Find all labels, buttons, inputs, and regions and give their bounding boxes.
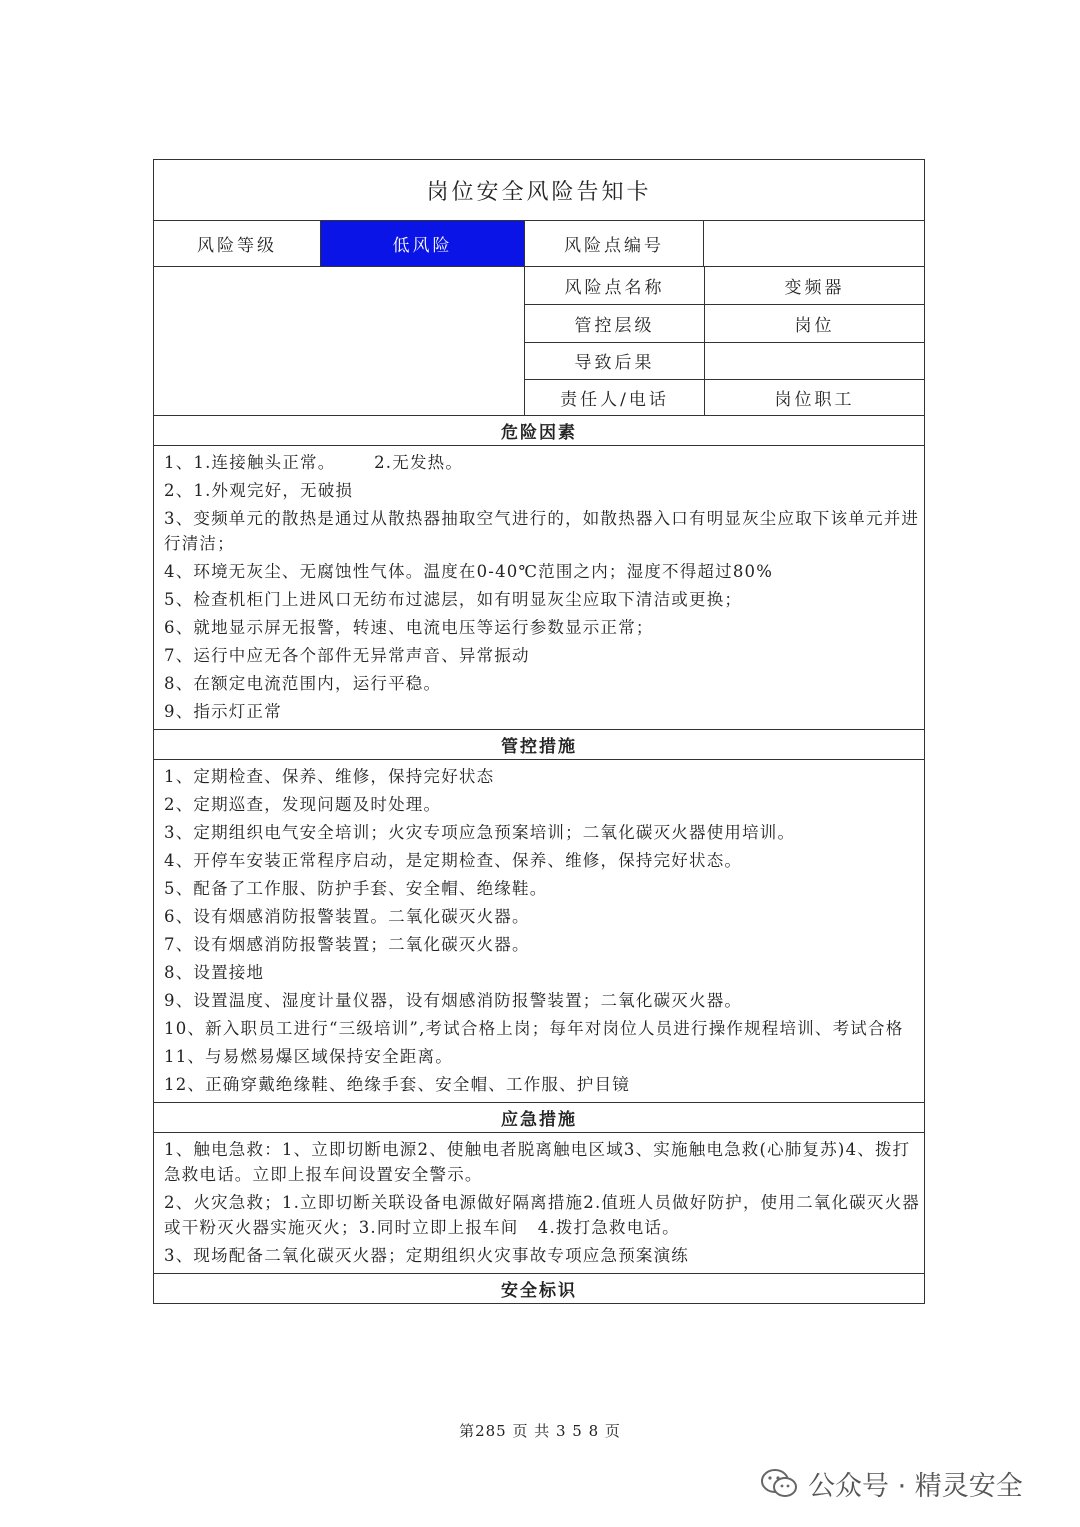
- emergency-item: 2、火灾急救；1.立即切断关联设备电源做好隔离措施2.值班人员做好防护，使用二氧化碳灭火器或干粉灭火器实施灭火；3.同时立即上报车间 4.拨打急救电话。: [164, 1193, 920, 1237]
- info-row: [525, 304, 924, 341]
- wechat-icon: [760, 1468, 798, 1500]
- control-item: 12、正确穿戴绝缘鞋、绝缘手套、安全帽、工作服、护目镜: [164, 1075, 630, 1094]
- risk-notice-card: [153, 159, 925, 1304]
- control-item: 4、开停车安装正常程序启动，是定期检查、保养、维修，保持完好状态。: [164, 851, 743, 870]
- control-item: 3、定期组织电气安全培训；火灾专项应急预案培训；二氧化碳灭火器使用培训。: [164, 823, 796, 842]
- control-item: 10、新入职员工进行“三级培训”,考试合格上岗；每年对岗位人员进行操作规程培训、考试合格: [164, 1019, 904, 1038]
- watermark: [760, 1464, 1023, 1503]
- hazard-item: 9、指示灯正常: [164, 702, 282, 721]
- hazard-item: 6、就地显示屏无报警，转速、电流电压等运行参数显示正常；: [164, 618, 654, 637]
- control-list: [154, 759, 924, 1102]
- info-row: [525, 342, 924, 379]
- watermark-text: 公众号 · 精灵安全: [808, 1471, 1023, 1502]
- emergency-item: 1、触电急救：1、立即切断电源2、使触电者脱离触电区域3、实施触电急救(心肺复苏)4、拨打急救电话。立即上报车间设置安全警示。: [164, 1140, 911, 1184]
- info-value: [704, 343, 924, 379]
- control-item: 2、定期巡查，发现问题及时处理。: [164, 795, 442, 814]
- hazard-item: 5、检查机柜门上进风口无纺布过滤层，如有明显灰尘应取下清洁或更换；: [164, 590, 743, 609]
- info-block: [154, 266, 924, 415]
- risk-level-label: 风险等级: [197, 236, 277, 256]
- info-value: 变频器: [704, 267, 924, 304]
- hazard-item: 7、运行中应无各个部件无异常声音、异常振动: [164, 646, 530, 665]
- hazard-item: 1、1.连接触头正常。 2.无发热。: [164, 453, 464, 472]
- control-item: 6、设有烟感消防报警装置。二氧化碳灭火器。: [164, 907, 530, 926]
- card-title: 岗位安全风险告知卡: [426, 179, 652, 205]
- info-row: [525, 267, 924, 304]
- hazard-item: 8、在额定电流范围内，运行平稳。: [164, 674, 442, 693]
- info-value: 岗位: [704, 305, 924, 341]
- risk-level-value: 低风险: [320, 221, 524, 266]
- hazard-list: [154, 445, 924, 729]
- control-item: 11、与易燃易爆区域保持安全距离。: [164, 1047, 453, 1066]
- control-item: 7、设有烟感消防报警装置；二氧化碳灭火器。: [164, 935, 530, 954]
- control-item: 9、设置温度、湿度计量仪器，设有烟感消防报警装置；二氧化碳灭火器。: [164, 991, 743, 1010]
- info-label: 风险点名称: [564, 278, 665, 299]
- hazard-item: 3、变频单元的散热是通过从散热器抽取空气进行的，如散热器入口有明显灰尘应取下该单元并进行清洁；: [164, 509, 920, 553]
- info-label: 管控层级: [574, 315, 655, 336]
- emergency-item: 3、现场配备二氧化碳灭火器；定期组织火灾事故专项应急预案演练: [164, 1246, 689, 1265]
- info-row: [525, 379, 924, 416]
- hazard-section-title: 危险因素: [154, 415, 924, 445]
- page-number: 第285 页 共 3 5 8 页: [459, 1422, 621, 1440]
- hazard-item: 2、1.外观完好，无破损: [164, 481, 354, 500]
- emergency-list: [154, 1132, 924, 1273]
- info-blank-area: [154, 267, 524, 415]
- risk-level-row: [154, 220, 924, 266]
- info-table: [524, 267, 924, 415]
- info-label: 导致后果: [574, 353, 655, 374]
- info-label: 责任人/电话: [560, 390, 669, 411]
- control-item: 8、设置接地: [164, 963, 265, 982]
- risk-point-number-label: 风险点编号: [524, 221, 703, 266]
- emergency-section-title: 应急措施: [154, 1102, 924, 1132]
- control-item: 5、配备了工作服、防护手套、安全帽、绝缘鞋。: [164, 879, 548, 898]
- control-item: 1、定期检查、保养、维修，保持完好状态: [164, 767, 495, 786]
- safety-sign-section-title: 安全标识: [154, 1273, 924, 1303]
- control-section-title: 管控措施: [154, 729, 924, 759]
- info-value: 岗位职工: [704, 380, 924, 416]
- hazard-item: 4、环境无灰尘、无腐蚀性气体。温度在0-40℃范围之内；湿度不得超过80%: [164, 562, 774, 581]
- risk-point-number-value: [703, 221, 924, 266]
